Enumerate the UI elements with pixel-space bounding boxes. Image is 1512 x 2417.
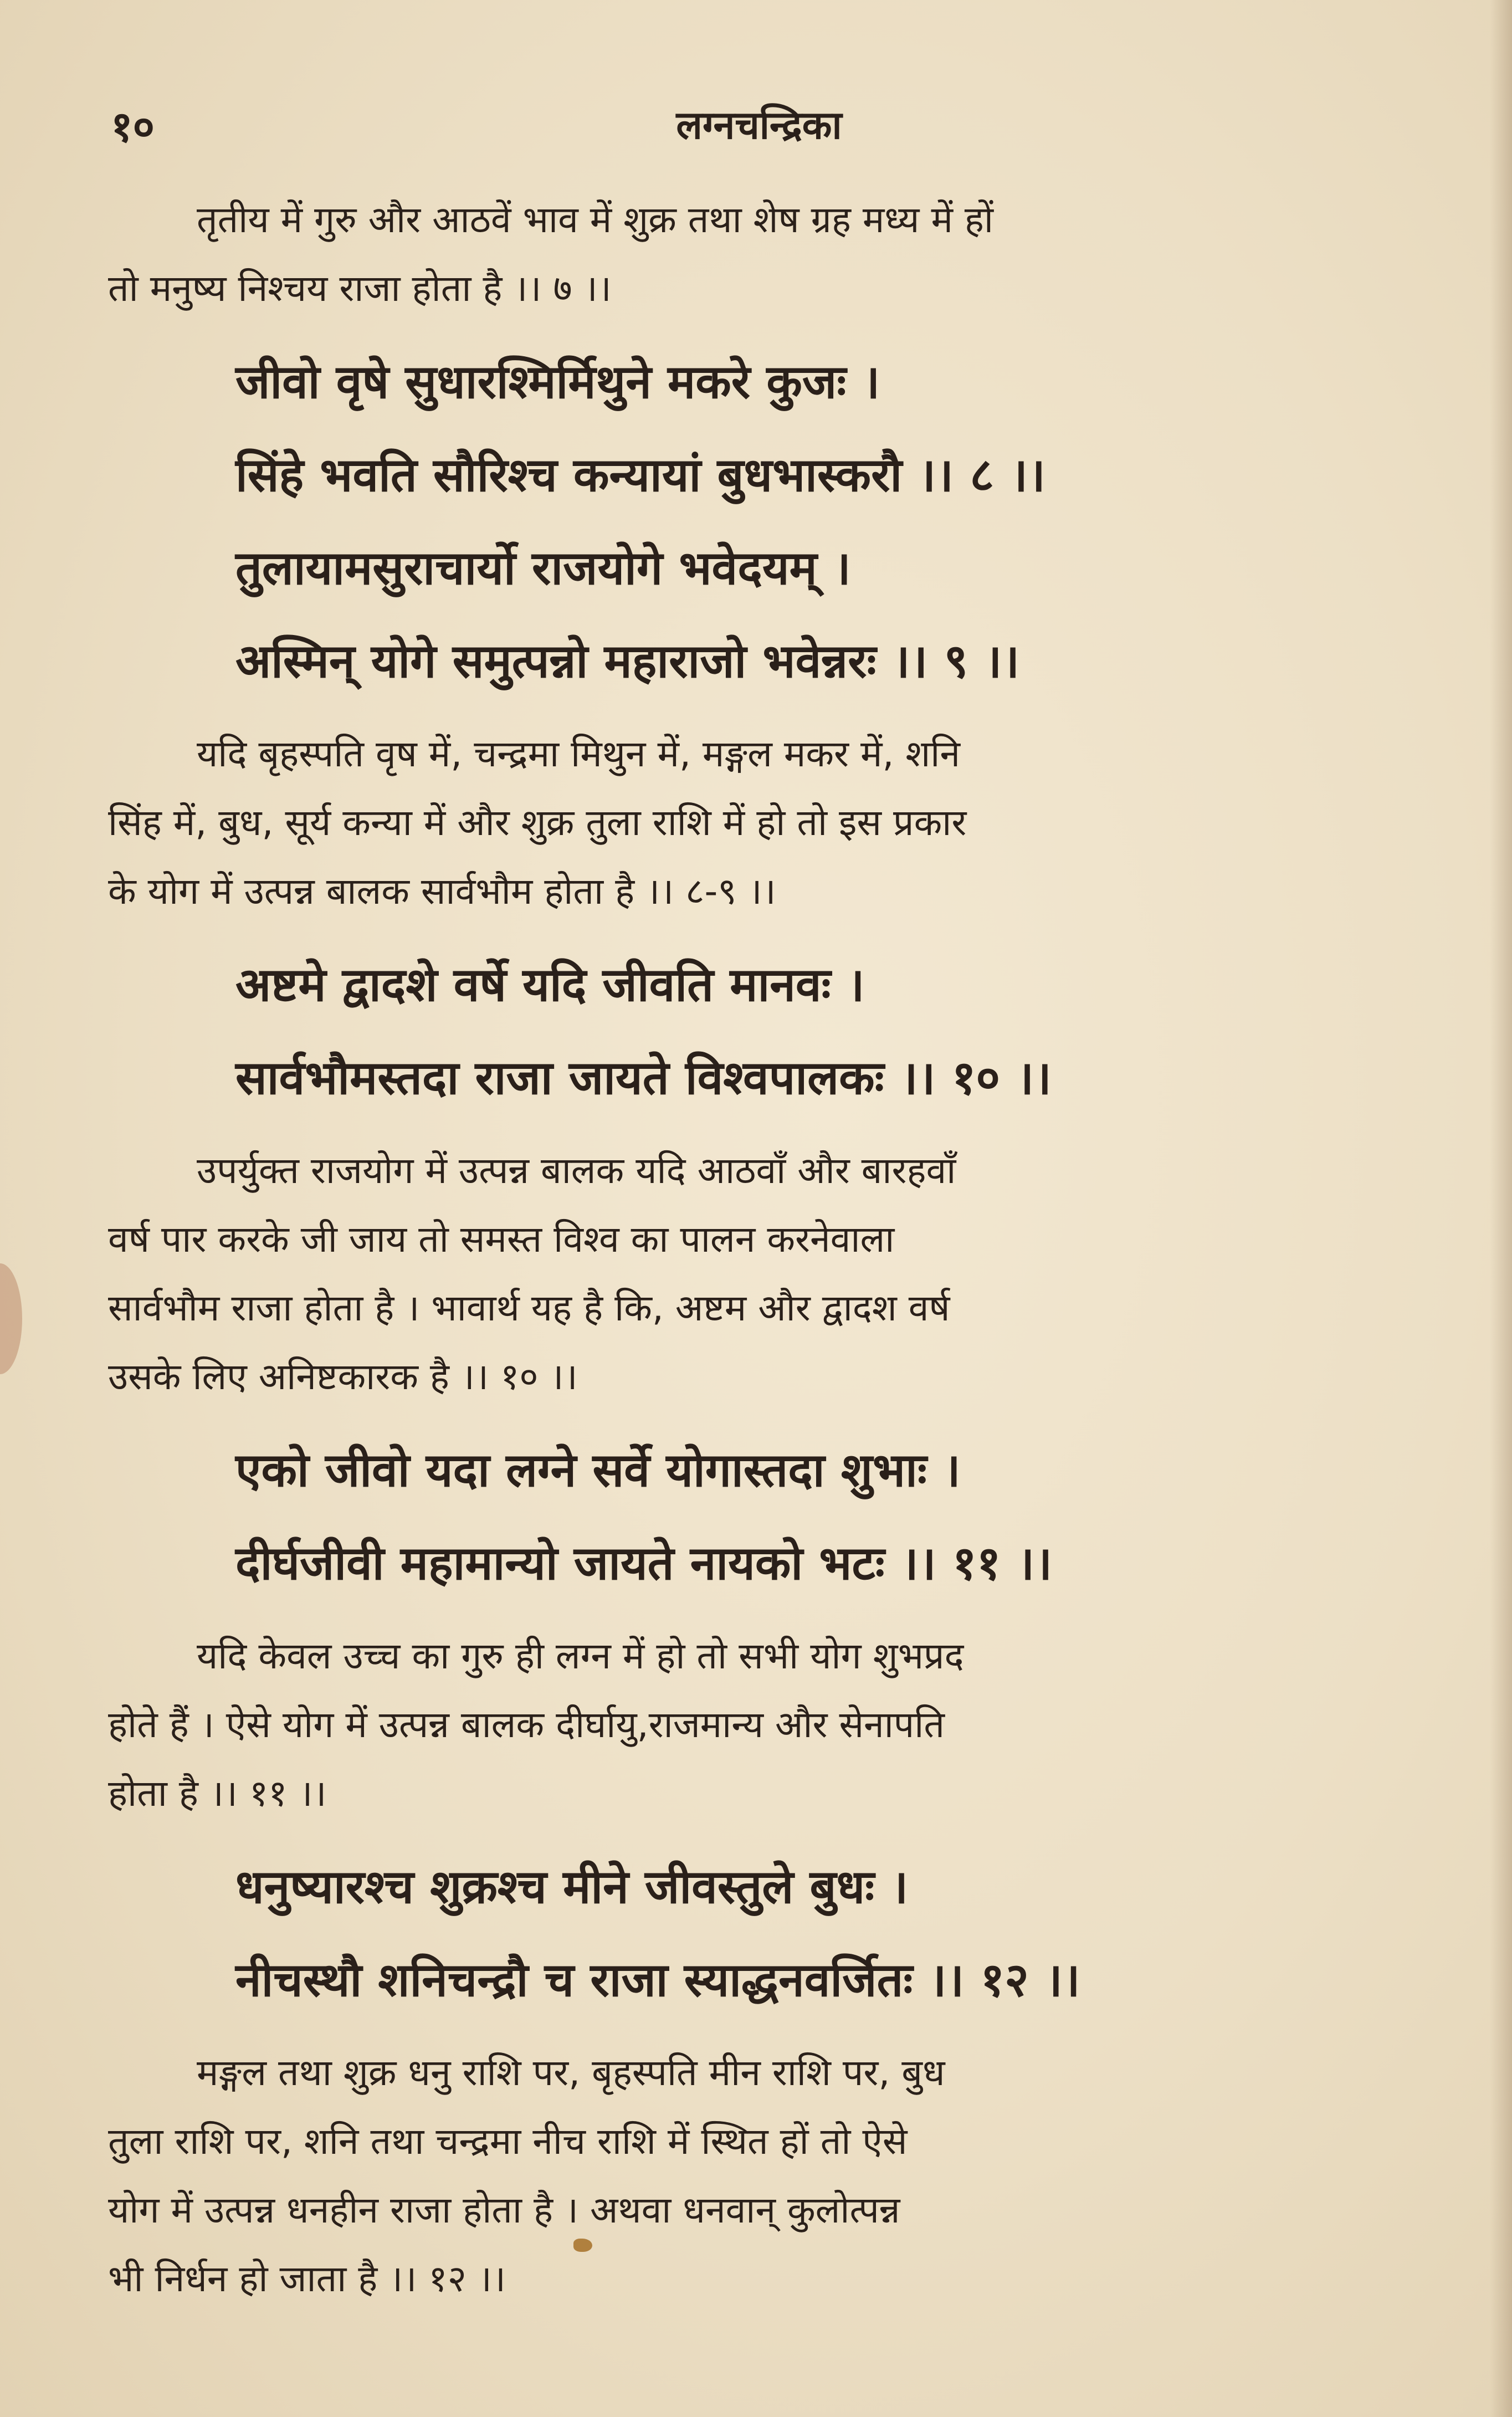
verse-line: तुलायामसुराचार्यो राजयोगे भवेदयम् । xyxy=(235,541,851,595)
sanskrit-verse xyxy=(108,1423,1438,1610)
sanskrit-verse xyxy=(108,335,1438,708)
text-line: होते हैं । ऐसे योग में उत्पन्न बालक दीर्घायु,राजमान्य और सेनापति xyxy=(108,1703,945,1746)
text-line: सार्वभौम राजा होता है । भावार्थ यह है कि, अष्टम और द्वादश वर्ष xyxy=(108,1287,950,1329)
verse-line: धनुष्यारश्च शुक्रश्च मीने जीवस्तुले बुधः । xyxy=(235,1860,909,1914)
text-line: उपर्युक्त राजयोग में उत्पन्न बालक यदि आठवाँ और बारहवाँ xyxy=(197,1149,956,1192)
verse-line: अस्मिन् योगे समुत्पन्नो महाराजो भवेन्नरः ।। ९ ।। xyxy=(235,634,1020,688)
page-edge-shadow xyxy=(1490,0,1512,2417)
commentary-paragraph xyxy=(108,186,1438,323)
text-line: वर्ष पार करके जी जाय तो समस्त विश्व का पालन करनेवाला xyxy=(108,1218,895,1261)
commentary-paragraph xyxy=(108,1622,1438,1828)
sanskrit-verse xyxy=(108,938,1438,1124)
verse-line: अष्टमे द्वादशे वर्षे यदि जीवति मानवः । xyxy=(235,957,865,1012)
text-line: योग में उत्पन्न धनहीन राजा होता है । अथवा धनवान् कुलोत्पन्न xyxy=(108,2189,900,2231)
text-line: तुला राशि पर, शनि तथा चन्द्रमा नीच राशि में स्थित हों तो ऐसे xyxy=(108,2120,908,2163)
verse-line: एको जीवो यदा लग्ने सर्वे योगास्तदा शुभाः । xyxy=(235,1443,961,1497)
text-line: यदि बृहस्पति वृष में, चन्द्रमा मिथुन में, मङ्गल मकर में, शनि xyxy=(197,733,961,775)
commentary-paragraph xyxy=(108,720,1438,926)
page-number: १० xyxy=(111,102,155,151)
commentary-paragraph xyxy=(108,1136,1438,1411)
commentary-paragraph xyxy=(108,2039,1438,2313)
text-line: तृतीय में गुरु और आठवें भाव में शुक्र तथा शेष ग्रह मध्य में हों xyxy=(197,198,994,241)
text-line: सिंह में, बुध, सूर्य कन्या में और शुक्र तुला राशि में हो तो इस प्रकार xyxy=(108,801,967,844)
verse-line: सिंहे भवति सौरिश्च कन्यायां बुधभास्करौ ।। ८ ।। xyxy=(235,448,1045,502)
page-body xyxy=(108,186,1438,2313)
text-line: यदि केवल उच्च का गुरु ही लग्न में हो तो सभी योग शुभप्रद xyxy=(197,1635,964,1677)
text-line: होता है ।। ११ ।। xyxy=(108,1772,327,1815)
text-line: के योग में उत्पन्न बालक सार्वभौम होता है ।। ८-९ ।। xyxy=(108,870,776,913)
sanskrit-verse xyxy=(108,1840,1438,2026)
text-line: तो मनुष्य निश्चय राजा होता है ।। ७ ।। xyxy=(108,267,612,310)
verse-line: दीर्घजीवी महामान्यो जायते नायको भटः ।। ११ ।। xyxy=(235,1536,1053,1590)
verse-line: सार्वभौमस्तदा राजा जायते विश्वपालकः ।। १० ।। xyxy=(235,1051,1052,1105)
verse-line: जीवो वृषे सुधारश्मिर्मिथुने मकरे कुजः । xyxy=(235,355,880,409)
page-header xyxy=(111,97,1407,158)
running-title: लग्नचन्द्रिका xyxy=(676,103,842,148)
text-line: मङ्गल तथा शुक्र धनु राशि पर, बृहस्पति मीन राशि पर, बुध xyxy=(197,2051,945,2094)
verse-line: नीचस्थौ शनिचन्द्रौ च राजा स्याद्धनवर्जितः ।। १२ ।। xyxy=(235,1953,1080,2007)
text-line: उसके लिए अनिष्टकारक है ।। १० ।। xyxy=(108,1355,578,1398)
thumb-mark xyxy=(0,1263,22,1374)
text-line: भी निर्धन हो जाता है ।। १२ ।। xyxy=(108,2257,506,2300)
